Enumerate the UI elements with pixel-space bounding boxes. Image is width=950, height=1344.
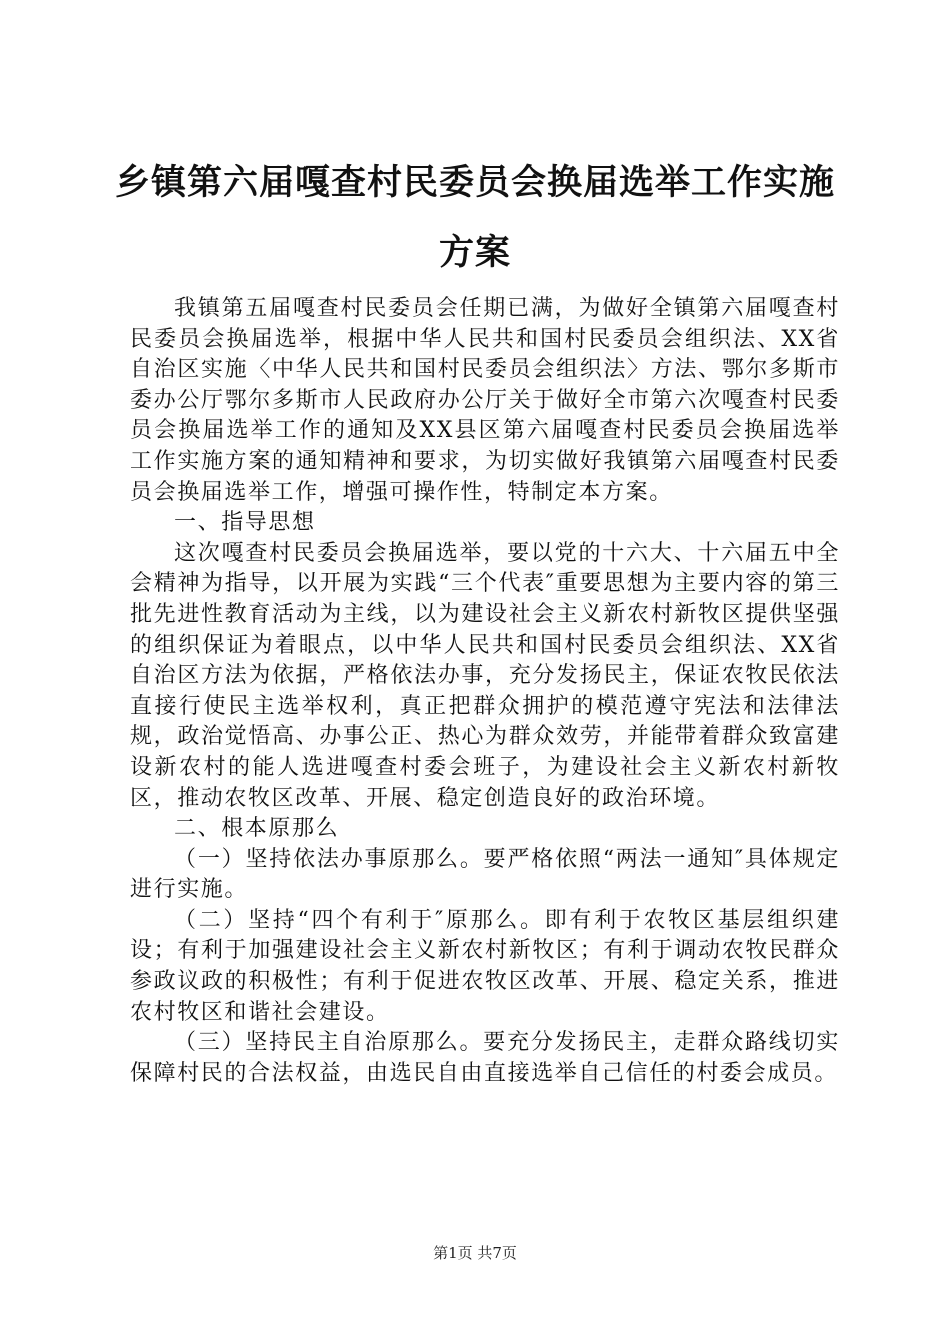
paragraph-guiding-thought: 这次嘎查村民委员会换届选举，要以党的十六大、十六届五中全会精神为指导，以开展为实践“三个代表″重要思想为主要内容的第三批先进性教育活动为主线，以为建设社会主义新农村新牧区提供坚强的组织保证为着眼点，以中华人民共和国村民委员会组织法、XX省自治区方法为依据，严格依法办事，充分发扬民主，保证农牧民依法直接行使民主选举权利，真正把群众拥护的模范遵守宪法和法律法规，政治觉悟高、办事公正、热心为群众效劳，并能带着群众致富建设新农村的能人选进嘎查村委会班子，为建设社会主义新农村新牧区，推动农牧区改革、开展、稳定创造良好的政治环境。 <box>130 540 840 811</box>
paragraph-principle-3: （三）坚持民主自治原那么。要充分发扬民主，走群众路线切实保障村民的合法权益，由选民自由直接选举自己信任的村委会成员。 <box>130 1030 840 1086</box>
document-title: 乡镇第六届嘎查村民委员会换届选举工作实施方案 <box>114 163 835 273</box>
section-heading-basic-principles: 二、根本原那么 <box>174 816 340 842</box>
paragraph-principle-2: （二）坚持“四个有利于″原那么。即有利于农牧区基层组织建设；有利于加强建设社会主义新农村新牧区；有利于调动农牧民群众参政议政的积极性；有利于促进农牧区改革、开展、稳定关系，推进农村牧区和谐社会建设。 <box>130 907 840 1025</box>
paragraph-principle-1: （一）坚持依法办事原那么。要严格依照“两法一通知″具体规定进行实施。 <box>130 846 840 903</box>
paragraph-intro: 我镇第五届嘎查村民委员会任期已满，为做好全镇第六届嘎查村民委员会换届选举，根据中华人民共和国村民委员会组织法、XX省自治区实施〈中华人民共和国村民委员会组织法〉方法、鄂尔多斯市委办公厅鄂尔多斯市人民政府办公厅关于做好全市第六次嘎查村民委员会换届选举工作的通知及XX县区第六届嘎查村民委员会换届选举工作实施方案的通知精神和要求，为切实做好我镇第六届嘎查村民委员会换届选举工作，增强可操作性，特制定本方案。 <box>130 296 840 505</box>
document-body <box>130 294 840 1089</box>
section-heading-guiding-thought: 一、指导思想 <box>174 510 316 536</box>
page-number-footer: 第1页 共7页 <box>433 1244 517 1262</box>
